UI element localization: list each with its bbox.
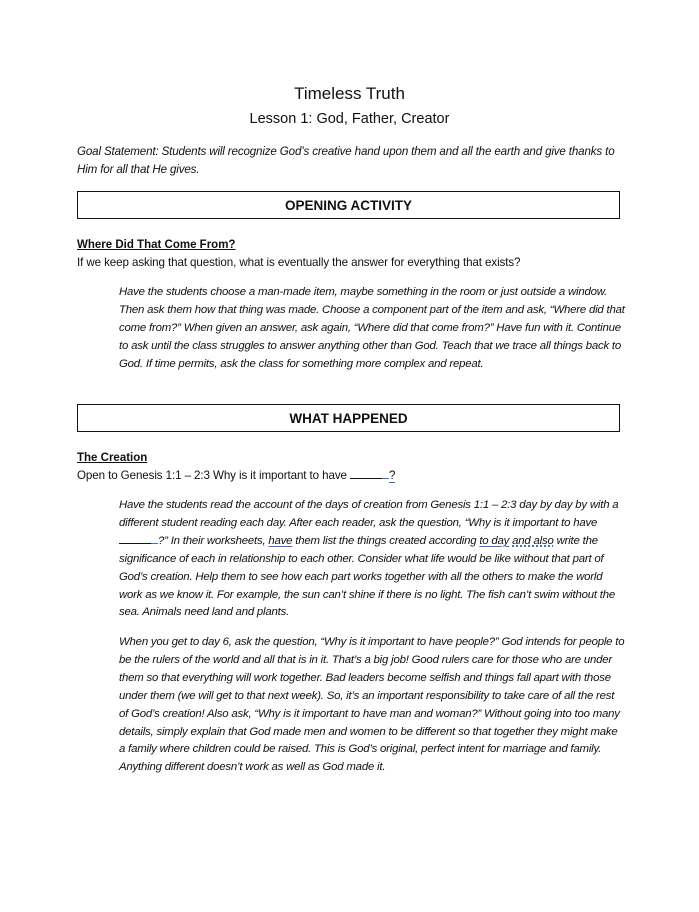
grammar-flagged-word[interactable]: to day bbox=[479, 534, 510, 547]
subheading-the-creation: The Creation bbox=[77, 452, 148, 464]
section-header-opening-activity bbox=[77, 191, 620, 219]
opening-activity-paragraph: Have the students choose a man-made item, maybe something in the room or just outside a window. Then ask them how that thing was made. Choose a component part of the item and ask, “Where did that come from?” When given an answer, ask again, “Where did that come from?” Have fun with it. Continue to ask until the class struggles to answer anything other than God. Teach that we trace all things back to God. If time permits, ask the class for something more complex and repeat. bbox=[119, 286, 625, 370]
creation-paragraph-1 bbox=[119, 497, 625, 622]
creation-intro-question bbox=[77, 468, 637, 484]
creation-intro-text: Open to Genesis 1:1 – 2:3 Why is it important to have bbox=[77, 469, 350, 482]
section-header-label: OPENING ACTIVITY bbox=[284, 197, 412, 213]
creation-paragraph-1-text: them list the things created according bbox=[292, 534, 480, 547]
fill-in-blank bbox=[119, 533, 151, 544]
section-header-label: WHAT HAPPENED bbox=[289, 410, 408, 426]
document-title: Timeless Truth bbox=[294, 84, 405, 103]
creation-paragraph-2: When you get to day 6, ask the question, “Why is it important to have people?” God intends for people to be the rulers of the world and all that is in it. That’s a big job! Good rulers care for those who are under them so that everything will work together. Bad leaders become selfish and things fall apart with those under them (we will get to that next week). So, it’s an important responsibility to take care of all the rest of God’s creation! Also ask, “Why is it important to have man and woman?” Without going into too many details, simply explain that God made men and women to be different so that together they might make a family where children could be raised. This is God’s original, perfect intent for marriage and family. Anything different doesn’t work as well as God made it. bbox=[119, 636, 625, 774]
fill-in-blank bbox=[350, 468, 382, 479]
goal-statement: Goal Statement: Students will recognize God’s creative hand upon them and all the earth and give thanks to Him for all that He gives. bbox=[77, 145, 615, 176]
opening-intro-question: If we keep asking that question, what is eventually the answer for everything that exists? bbox=[77, 256, 521, 269]
grammar-flagged-word[interactable]: have bbox=[268, 534, 293, 547]
grammar-flagged-phrase[interactable]: and also bbox=[512, 534, 554, 547]
fill-in-blank-flagged bbox=[151, 533, 158, 544]
creation-paragraph-1-text: write the significance of each in relationship to each other. Consider what life would be like without that part of God’s creation. Help them to see how each part works together with all the others to make the world work as we know it. For example, the sun can’t shine if there is no light. The fish can’t swim without the sea. Animals need land and plants. bbox=[119, 534, 616, 619]
document-subtitle: Lesson 1: God, Father, Creator bbox=[249, 111, 450, 127]
creation-paragraph-1-text: ?” In their worksheets, bbox=[158, 534, 269, 547]
section-header-what-happened bbox=[77, 404, 620, 432]
question-mark: ? bbox=[389, 469, 396, 482]
subheading-where-did-that-come-from: Where Did That Come From? bbox=[77, 239, 236, 251]
fill-in-blank-flagged bbox=[382, 468, 389, 479]
creation-paragraph-1-text: Have the students read the account of the days of creation from Genesis 1:1 – 2:3 day by day by with a different student reading each day. After each reader, ask the question, “Why is it important to have bbox=[119, 499, 619, 529]
